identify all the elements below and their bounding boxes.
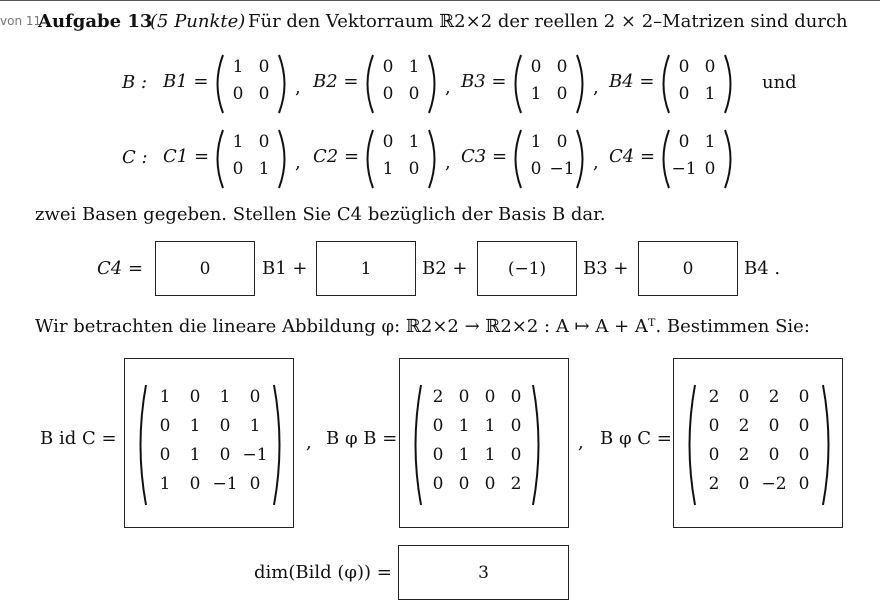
matrix-entry: 0	[258, 84, 270, 104]
task-title: Aufgabe 13	[38, 11, 153, 32]
matrix-label-phi-b: B φ B =	[326, 428, 398, 449]
basis-matrix-name: C3 =	[461, 146, 508, 167]
matrix-entry: 1	[219, 387, 231, 407]
matrix-entry: 1	[458, 416, 470, 436]
matrix-entry: 2	[708, 387, 720, 407]
matrix-entry: −2	[761, 474, 787, 494]
matrix-entry: 0	[408, 84, 420, 104]
matrix-entry: 0	[738, 474, 750, 494]
matrix-parentheses	[134, 383, 286, 507]
task-intro: Für den Vektorraum ℝ2×2 der reellen 2 × 2–Matrizen sind durch	[248, 11, 848, 32]
matrix-entry: 1	[408, 57, 420, 77]
matrix-entry: 1	[159, 474, 171, 494]
matrix-entry: 2	[708, 474, 720, 494]
matrix-label-phi-c: B φ C =	[600, 428, 672, 449]
basis-matrix-name: B4 =	[609, 71, 655, 92]
matrix-entry: −1	[212, 474, 238, 494]
matrix-entry: 0	[556, 57, 568, 77]
matrix-entry: 0	[249, 474, 261, 494]
matrix-entry: 0	[738, 387, 750, 407]
matrix-entry: 0	[432, 445, 444, 465]
matrix-entry: 0	[382, 132, 394, 152]
c4-term-b4: B4 .	[744, 258, 781, 279]
matrix-entry: 0	[704, 57, 716, 77]
separator-comma: ,	[593, 77, 599, 98]
matrix-entry: 0	[530, 159, 542, 179]
matrix-entry: 0	[708, 416, 720, 436]
matrix-entry: 0	[232, 84, 244, 104]
task-points: (5 Punkte)	[150, 11, 246, 32]
c4-term-b3: B3 +	[583, 258, 629, 279]
comma-1: ,	[306, 432, 312, 453]
dim-answer-box[interactable]: 3	[398, 545, 569, 600]
matrix-entry: 0	[432, 474, 444, 494]
matrix-entry: −1	[242, 445, 268, 465]
instruction-bases: zwei Basen gegeben. Stellen Sie C4 bezüglich der Basis B dar.	[35, 204, 606, 225]
matrix-entry: 0	[510, 387, 522, 407]
matrix-entry: 0	[382, 57, 394, 77]
matrix-entry: −1	[549, 159, 575, 179]
matrix-entry: 2	[738, 416, 750, 436]
basis-b-und: und	[762, 72, 797, 93]
basis-matrix-name: C1 =	[163, 146, 210, 167]
matrix-entry: 2	[510, 474, 522, 494]
basis-b-label: B :	[122, 72, 148, 93]
matrix-entry: 0	[382, 84, 394, 104]
matrix-entry: 0	[484, 387, 496, 407]
matrix-entry: 1	[458, 445, 470, 465]
basis-matrix-name: C2 =	[313, 146, 360, 167]
basis-c-label: C :	[122, 147, 148, 168]
matrix-parentheses	[361, 128, 441, 190]
c4-coeff-b4-box[interactable]: 0	[638, 241, 738, 296]
matrix-entry: 0	[556, 84, 568, 104]
matrix-entry: 0	[219, 445, 231, 465]
matrix-parentheses	[657, 53, 737, 115]
matrix-entry: 0	[258, 132, 270, 152]
matrix-entry: 1	[704, 132, 716, 152]
matrix-entry: 1	[382, 159, 394, 179]
matrix-entry: 0	[159, 445, 171, 465]
dim-label: dim(Bild (φ)) =	[254, 562, 392, 583]
matrix-entry: 0	[232, 159, 244, 179]
separator-comma: ,	[445, 77, 451, 98]
matrix-entry: 0	[798, 387, 810, 407]
matrix-entry: 1	[189, 416, 201, 436]
matrix-entry: 1	[484, 416, 496, 436]
c4-coeff-b2-box[interactable]: 1	[316, 241, 416, 296]
matrix-entry: 0	[798, 416, 810, 436]
page-reference: von 11	[0, 14, 42, 28]
matrix-entry: 0	[678, 132, 690, 152]
matrix-entry: 1	[232, 132, 244, 152]
matrix-entry: 1	[189, 445, 201, 465]
matrix-entry: 2	[768, 387, 780, 407]
matrix-entry: 0	[798, 474, 810, 494]
matrix-parentheses	[409, 383, 545, 507]
c4-coeff-b1-box[interactable]: 0	[155, 241, 255, 296]
matrix-entry: 0	[510, 416, 522, 436]
matrix-entry: 1	[408, 132, 420, 152]
matrix-entry: 0	[530, 57, 542, 77]
matrix-entry: 0	[556, 132, 568, 152]
matrix-entry: 0	[510, 445, 522, 465]
matrix-entry: 0	[189, 474, 201, 494]
basis-matrix-name: C4 =	[609, 146, 656, 167]
matrix-entry: 0	[408, 159, 420, 179]
matrix-parentheses	[683, 383, 835, 507]
separator-comma: ,	[295, 152, 301, 173]
matrix-parentheses	[211, 128, 291, 190]
c4-lhs: C4 =	[97, 258, 144, 279]
matrix-entry: 0	[768, 416, 780, 436]
matrix-entry: 0	[678, 57, 690, 77]
comma-2: ,	[578, 432, 584, 453]
matrix-parentheses	[509, 53, 589, 115]
matrix-entry: 1	[258, 159, 270, 179]
matrix-entry: 0	[258, 57, 270, 77]
c4-term-b2: B2 +	[422, 258, 468, 279]
matrix-entry: −1	[671, 159, 697, 179]
matrix-entry: 0	[458, 474, 470, 494]
matrix-entry: 0	[219, 416, 231, 436]
c4-term-b1: B1 +	[262, 258, 308, 279]
basis-matrix-name: B3 =	[461, 71, 507, 92]
matrix-entry: 0	[768, 445, 780, 465]
separator-comma: ,	[295, 77, 301, 98]
matrix-entry: 0	[704, 159, 716, 179]
basis-matrix-name: B2 =	[313, 71, 359, 92]
matrix-entry: 0	[159, 416, 171, 436]
matrix-entry: 1	[530, 132, 542, 152]
matrix-parentheses	[211, 53, 291, 115]
matrix-parentheses	[509, 128, 589, 190]
matrix-entry: 1	[232, 57, 244, 77]
top-rule	[0, 0, 880, 1]
separator-comma: ,	[445, 152, 451, 173]
matrix-entry: 1	[530, 84, 542, 104]
matrix-entry: 0	[458, 387, 470, 407]
matrix-entry: 1	[159, 387, 171, 407]
matrix-entry: 0	[798, 445, 810, 465]
matrix-parentheses	[657, 128, 737, 190]
matrix-entry: 2	[738, 445, 750, 465]
matrix-parentheses	[361, 53, 441, 115]
c4-coeff-b3-box[interactable]: (−1)	[477, 241, 577, 296]
matrix-entry: 1	[704, 84, 716, 104]
separator-comma: ,	[593, 152, 599, 173]
instruction-map: Wir betrachten die lineare Abbildung φ: ℝ2×2 → ℝ2×2 : A ↦ A + Aᵀ. Bestimmen Sie:	[35, 316, 810, 337]
matrix-entry: 0	[249, 387, 261, 407]
matrix-entry: 0	[708, 445, 720, 465]
matrix-entry: 0	[484, 474, 496, 494]
matrix-label-id: B id C =	[40, 428, 117, 449]
matrix-entry: 0	[189, 387, 201, 407]
basis-matrix-name: B1 =	[163, 71, 209, 92]
matrix-entry: 2	[432, 387, 444, 407]
matrix-entry: 0	[432, 416, 444, 436]
matrix-entry: 1	[484, 445, 496, 465]
matrix-entry: 0	[678, 84, 690, 104]
matrix-entry: 1	[249, 416, 261, 436]
